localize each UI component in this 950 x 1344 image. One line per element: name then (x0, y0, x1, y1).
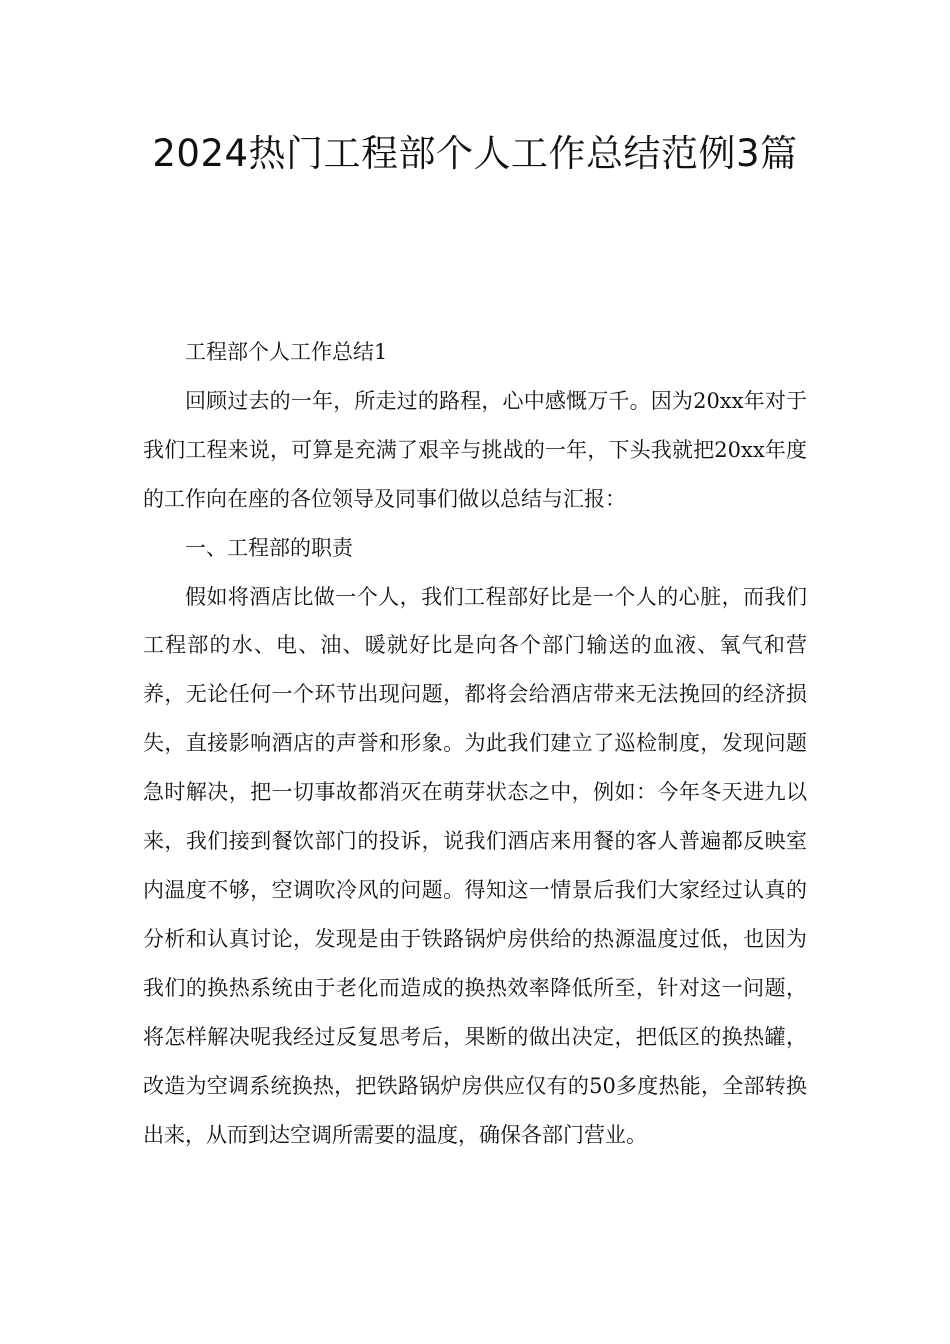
paragraph-duties: 假如将酒店比做一个人，我们工程部好比是一个人的心脏，而我们工程部的水、电、油、暖就好比是向各个部门输送的血液、氧气和营养，无论任何一个环节出现问题，都将会给酒店带来无法挽回的经济损失，直接影响酒店的声誉和形象。为此我们建立了巡检制度，发现问题急时解决，把一切事故都消灭在萌芽状态之中，例如：今年冬天进九以来，我们接到餐饮部门的投诉，说我们酒店来用餐的客人普遍都反映室内温度不够，空调吹冷风的问题。得知这一情景后我们大家经过认真的分析和认真讨论，发现是由于铁路锅炉房供给的热源温度过低，也因为我们的换热系统由于老化而造成的换热效率降低所至，针对这一问题，将怎样解决呢我经过反复思考后，果断的做出决定，把低区的换热罐，改造为空调系统换热，把铁路锅炉房供应仅有的50多度热能，全部转换出来，从而到达空调所需要的温度，确保各部门营业。 (143, 584, 807, 1147)
document-title: 2024热门工程部个人工作总结范例3篇 (152, 132, 798, 175)
document-body (143, 328, 807, 1159)
section-heading: 工程部个人工作总结1 (185, 340, 388, 364)
subsection-heading: 一、工程部的职责 (185, 535, 353, 560)
paragraph-intro: 回顾过去的一年，所走过的路程，心中感慨万千。因为20xx年对于我们工程来说，可算是充满了艰辛与挑战的一年，下头我就把20xx年度的工作向在座的各位领导及同事们做以总结与汇报： (143, 388, 807, 511)
